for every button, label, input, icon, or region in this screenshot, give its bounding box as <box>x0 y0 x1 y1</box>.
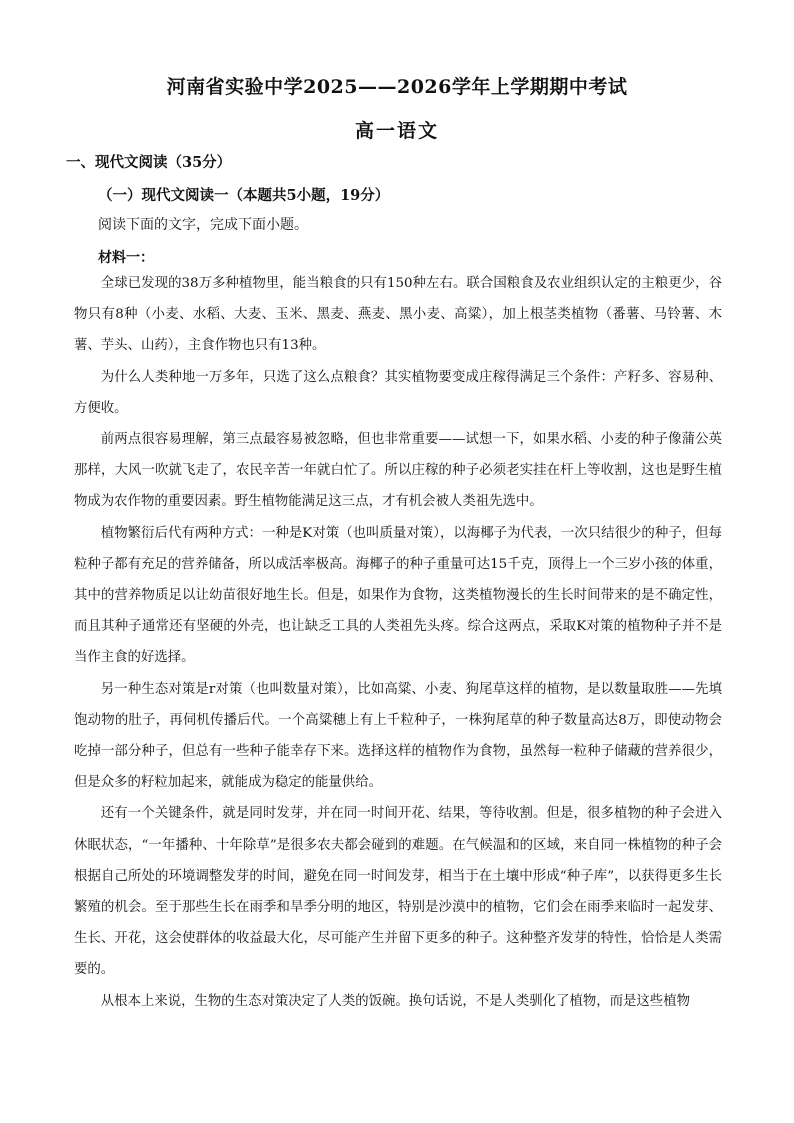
paragraph: 全球已发现的38万多种植物里，能当粮食的只有150种左右。联合国粮食及农业组织认定的主粮更少，谷物只有8种（小麦、水稻、大麦、玉米、黑麦、燕麦、黑小麦、高粱），加上根茎类植物（番薯、马铃薯、木薯、芋头、山药），主食作物也只有13种。 <box>74 276 722 354</box>
paragraph: 还有一个关键条件，就是同时发芽，并在同一时间开花、结果，等待收割。但是，很多植物的种子会进入休眠状态，“一年播种、十年除草”是很多农夫都会碰到的难题。在气候温和的区域，来自同一株植物的种子会根据自己所处的环境调整发芽的时间，避免在同一时间发芽，相当于在土壤中形成“种子库”，以获得更多生长繁殖的机会。至于那些生长在雨季和旱季分明的地区，特别是沙漠中的植物，它们会在雨季来临时一起发芽、生长、开花，这会使群体的收益最大化，尽可能产生并留下更多的种子。这种整齐发芽的特性，恰恰是人类需要的。 <box>74 806 722 978</box>
reading-instruction: 阅读下面的文字，完成下面小题。 <box>98 217 308 233</box>
paragraph: 为什么人类种地一万多年，只选了这么点粮食？其实植物要变成庄稼得满足三个条件：产籽多、容易种、方便收。 <box>74 369 722 416</box>
paragraph: 从根本上来说，生物的生态对策决定了人类的饭碗。换句话说，不是人类驯化了植物，而是这些植物 <box>100 993 690 1009</box>
exam-subtitle: 高一语文 <box>354 120 439 142</box>
material-label: 材料一： <box>98 250 154 266</box>
subsection-heading: （一）现代文阅读一（本题共5小题，19分） <box>98 187 390 204</box>
paragraph: 前两点很容易理解，第三点最容易被忽略，但也非常重要——试想一下，如果水稻、小麦的种子像蒲公英那样，大风一吹就飞走了，农民辛苦一年就白忙了。所以庄稼的种子必须老实挂在杆上等收割，这也是野生植物成为农作物的重要因素。野生植物能满足这三点，才有机会被人类祖先选中。 <box>74 432 722 510</box>
paragraph: 植物繁衍后代有两种方式：一种是K对策（也叫质量对策），以海椰子为代表，一次只结很少的种子，但每粒种子都有充足的营养储备，所以成活率极高。海椰子的种子重量可达15千克，顶得上一个三岁小孩的体重，其中的营养物质足以让幼苗很好地生长。但是，如果作为食物，这类植物漫长的生长时间带来的是不确定性，而且其种子通常还有坚硬的外壳，也让缺乏工具的人类祖先头疼。综合这两点，采取K对策的植物种子并不是当作主食的好选择。 <box>74 525 722 666</box>
material-body <box>74 268 722 1017</box>
section-heading: 一、现代文阅读（35分） <box>66 154 232 171</box>
exam-title: 河南省实验中学2025——2026学年上学期期中考试 <box>166 76 628 98</box>
paragraph: 另一种生态对策是r对策（也叫数量对策），比如高粱、小麦、狗尾草这样的植物，是以数量取胜——先填饱动物的肚子，再伺机传播后代。一个高粱穗上有上千粒种子，一株狗尾草的种子数量高达8万，即使动物会吃掉一部分种子，但总有一些种子能幸存下来。选择这样的植物作为食物，虽然每一粒种子储藏的营养很少，但是众多的籽粒加起来，就能成为稳定的能量供给。 <box>74 681 722 791</box>
